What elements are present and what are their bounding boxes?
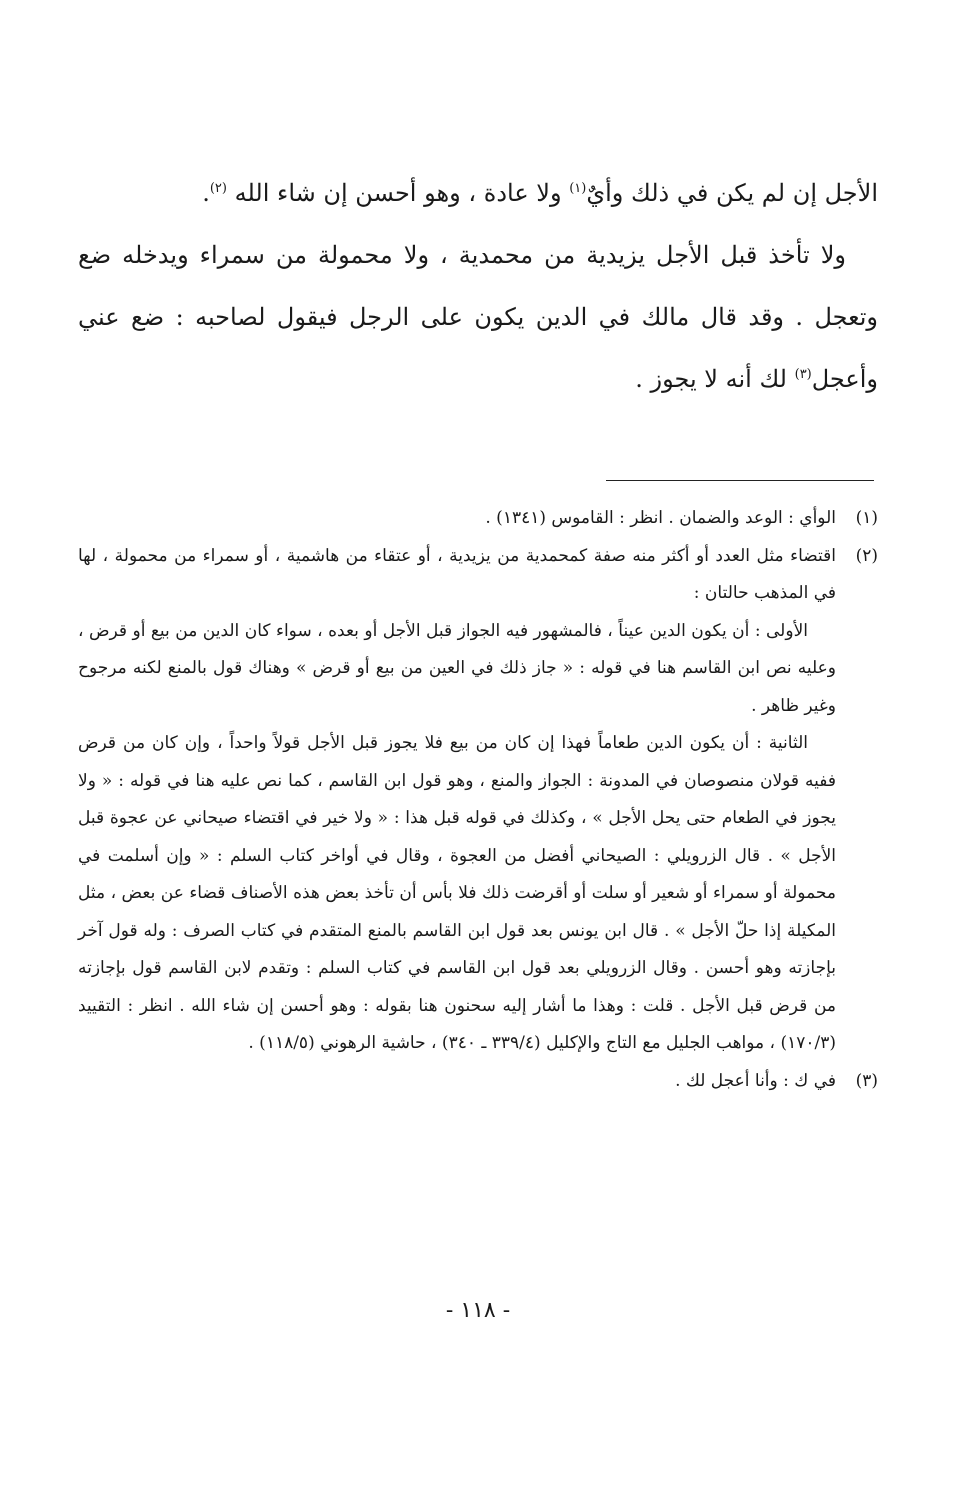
footnote-paragraph: اقتضاء مثل العدد أو أكثر منه صفة كمحمدية من يزيدية ، أو عتقاء من هاشمية ، أو سمراء من محمولة ، لها في المذهب حالتان :	[78, 545, 836, 603]
footnote-paragraph: الوأي : الوعد والضمان . انظر : القاموس (١٣٤١) .	[485, 508, 836, 528]
footnote-paragraph: الثانية : أن يكون الدين طعاماً فهذا إن كان من بيع فلا يجوز قبل الأجل قولاً واحداً ، وإن كان من قرض ففيه قولان منصوصان في المدونة : الجواز والمنع ، وهو قول ابن القاسم ، كما نص عليه هنا في قوله : « ولا يجوز في الطعام حتى يحل الأجل » ، وكذلك في قوله قبل هذا : « ولا خير في اقتضاء صيحاني عن عجوة قبل الأجل » . قال الزرويلي : الصيحاني أفضل من العجوة ، وقال في أواخر كتاب السلم : « وإن أسلمت في محمولة أو سمراء أو شعير أو سلت أو أقرضت ذلك فلا بأس أن تأخذ بعض هذه الأصناف قضاء عن بعض ، مثل المكيلة إذا حلّ الأجل » . قال ابن يونس بعد قول ابن القاسم بالمنع المتقدم في كتاب الصرف : وله قول آخر بإجازته وهو أحسن . وقال الزرويلي بعد قول ابن القاسم في كتاب السلم : وتقدم لابن القاسم قول بإجازته من قرض قبل الأجل . قلت : وهذا ما أشار إليه سحنون هنا بقوله : وهو أحسن إن شاء الله . انظر : التقييد (١٧٠/٣) ، مواهب الجليل مع التاج والإكليل (٣٣٩/٤ ـ ٣٤٠) ، حاشية الرهوني (١١٨/٥) .	[78, 733, 836, 1053]
footnote-body	[78, 538, 836, 1063]
footnote-ref-3[interactable]: (٣)	[794, 367, 812, 382]
footnote-number: (١)	[855, 508, 878, 528]
footnote-number: (٣)	[855, 1070, 878, 1091]
main-text-span: ولا عادة ، وهو أحسن إن شاء الله	[226, 179, 570, 207]
footnote-body	[78, 500, 836, 538]
main-paragraph-1	[78, 162, 878, 224]
footnote-body	[78, 1063, 836, 1101]
main-text-span: لك أنه لا يجوز .	[635, 365, 795, 393]
page-number: - ١١٨ -	[445, 1298, 511, 1323]
main-text-block	[78, 162, 878, 410]
main-text-span: ولا تأخذ قبل الأجل يزيدية من محمدية ، ولا محمولة من سمراء ويدخله ضع وتعجل . وقد قال مالك في الدين يكون على الرجل فيقول لصاحبه : ضع عني وأعجل	[78, 241, 878, 393]
main-text-span: .	[202, 179, 210, 207]
footnote-1	[78, 500, 878, 538]
footnote-number: (٢)	[855, 545, 878, 566]
footnote-ref-1[interactable]: (١)	[569, 181, 587, 196]
footnotes-block	[78, 500, 878, 1100]
main-text-span: الأجل إن لم يكن في ذلك وأيٌ	[586, 179, 878, 207]
footnote-divider	[606, 480, 874, 481]
footnote-3	[78, 1063, 878, 1101]
footnote-2	[78, 538, 878, 1063]
footnote-paragraph: الأولى : أن يكون الدين عيناً ، فالمشهور فيه الجواز قبل الأجل أو بعده ، سواء كان الدين من بيع أو قرض ، وعليه نص ابن القاسم هنا في قوله : « جاز ذلك في العين من بيع أو قرض » وهناك قول بالمنع لكنه مرجوح وغير ظاهر .	[78, 620, 836, 716]
footnote-ref-2[interactable]: (٢)	[209, 181, 227, 196]
main-paragraph-2	[78, 224, 878, 410]
footnote-paragraph: في ك : وأنا أعجل لك .	[675, 1070, 836, 1091]
